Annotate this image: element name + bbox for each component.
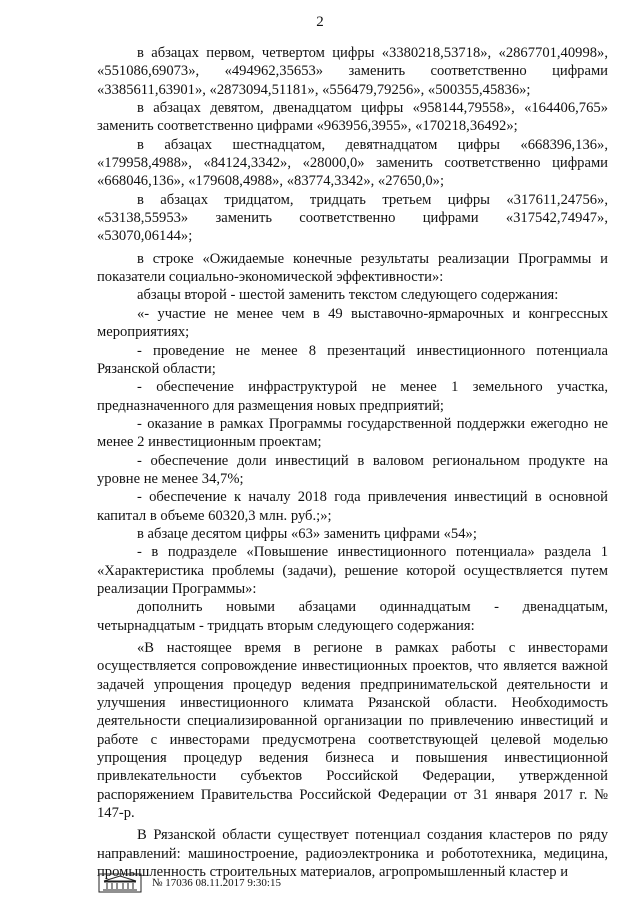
paragraph-13: в абзаце десятом цифры «63» заменить цифрами «54»;: [137, 525, 477, 542]
paragraph-15: дополнить новыми абзацами одиннадцатым - двенадцатым, четырнадцатым - тридцать вторым следующего содержания:: [97, 599, 608, 634]
paragraph-9: - обеспечение инфраструктурой не менее 1 земельного участка, предназначенного для размещения новых предприятий;: [97, 379, 608, 414]
paragraph-4: в абзацах тридцатом, тридцать третьем цифры «317611,24756», «53138,55953» заменить соответственно цифрами «317542,74947», «53070,06144»;: [97, 191, 608, 245]
paragraph-3: в абзацах шестнадцатом, девятнадцатом цифры «668396,136», «179958,4988», «84124,3342», «28000,0» заменить соответственно цифрами «668046,136», «179608,4988», «83774,3342», «27650,0»;: [97, 136, 608, 190]
paragraph-17: В Рязанской области существует потенциал создания кластеров по ряду направлений: машиностроение, радиоэлектроника и робототехника, медицина, промышленность строительных материалов, агропромышленный кластер и: [97, 827, 608, 881]
paragraph-2: в абзацах девятом, двенадцатом цифры «958144,79558», «164406,765» заменить соответственно цифрами «963956,3955», «170218,36492»;: [97, 100, 608, 135]
paragraph-16: «В настоящее время в регионе в рамках работы с инвесторами осуществляется сопровождение инвестиционных проектов, что является важной задачей упрощения процедур ведения предпринимательской деятельности и улучшения инвестиционного климата Рязанской области. Необходимость деятельности специализированной организации по привлечению инвестиций и работе с инвесторами предусмотрена соответствующей целевой моделью упрощения процедур ведения бизнеса и повышения инвестиционной привлекательности субъектов Российской Федерации, утвержденной распоряжением Правительства Российской Федерации от 31 января 2017 г. № 147-р.: [97, 640, 608, 822]
paragraph-10: - оказание в рамках Программы государственной поддержки ежегодно не менее 2 инвестиционным проектам;: [97, 415, 608, 451]
paragraph-8: - проведение не менее 8 презентаций инвестиционного потенциала Рязанской области;: [97, 342, 608, 377]
paragraph-6: абзацы второй - шестой заменить текстом следующего содержания:: [137, 287, 559, 304]
paragraph-14: - в подразделе «Повышение инвестиционного потенциала» раздела 1 «Характеристика проблемы (задачи), решение которой осуществляется путем реализации Программы»:: [97, 544, 608, 597]
paragraph-7: «- участие не менее чем в 49 выставочно-ярмарочных и конгрессных мероприятиях;: [97, 305, 608, 341]
paragraph-1: в абзацах первом, четвертом цифры «3380218,53718», «2867701,40998», «551086,69073», «494962,35653» заменить соответственно цифрами «3385611,63901», «2873094,51181», «556479,79256», «500355,45836»;: [97, 45, 608, 98]
paragraph-12: - обеспечение к началу 2018 года привлечения инвестиций в основной капитал в объеме 60320,3 млн. руб.;»;: [97, 489, 608, 524]
registration-stamp-text: № 17036 08.11.2017 9:30:15: [152, 877, 281, 889]
government-building-stamp-icon: [98, 873, 142, 893]
document-footer: [98, 872, 281, 894]
paragraph-11: - обеспечение доли инвестиций в валовом региональном продукте на уровне не менее 34,7%;: [97, 452, 608, 487]
document-body: [97, 44, 608, 881]
paragraph-5: в строке «Ожидаемые конечные результаты реализации Программы и показатели социально-экономической эффективности»:: [97, 250, 608, 286]
page-number: 2: [316, 14, 324, 30]
